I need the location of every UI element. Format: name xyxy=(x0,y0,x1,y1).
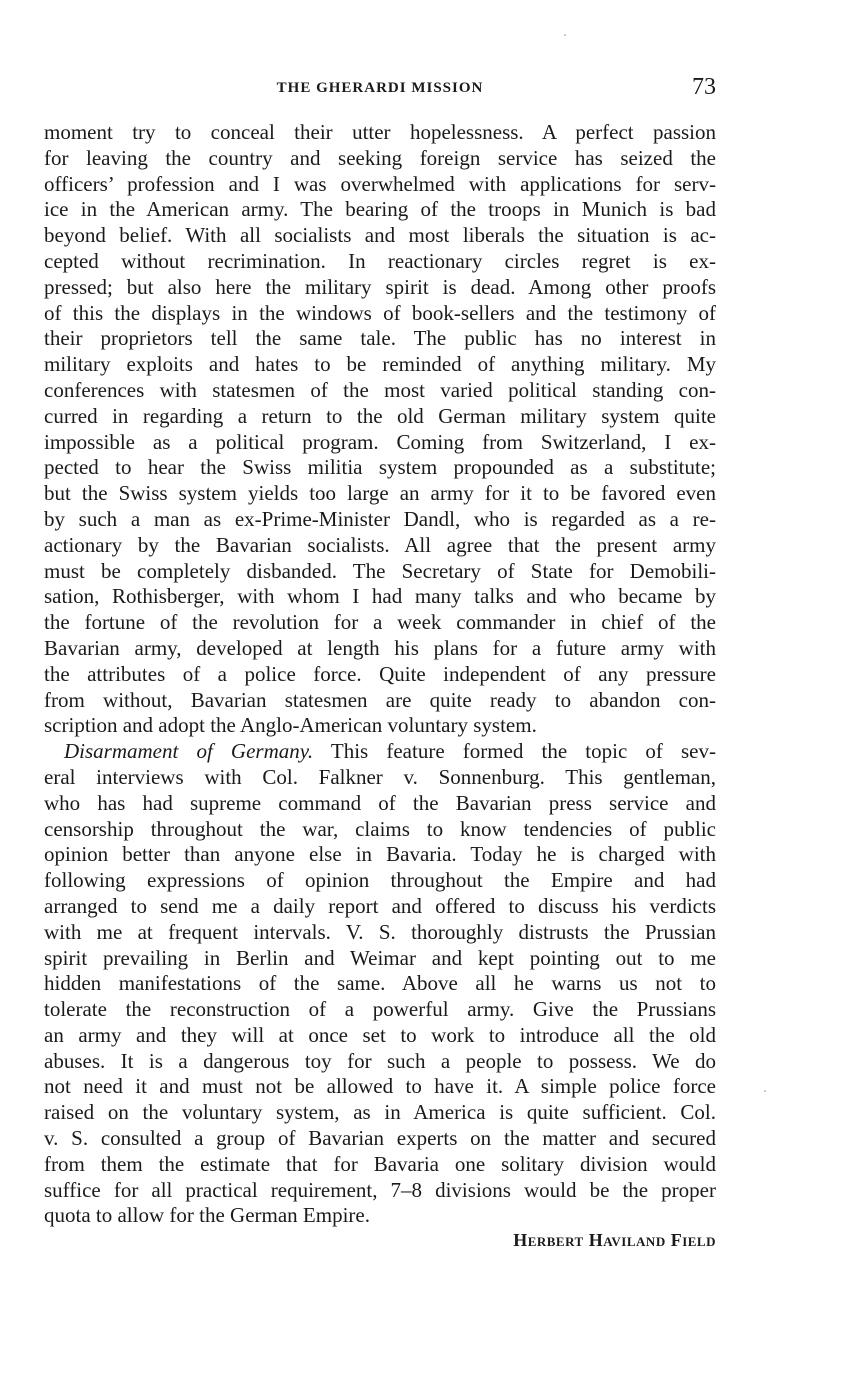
text-line: for leaving the country and seeking foreign service has seized the xyxy=(44,145,716,170)
text-line: an army and they will at once set to work to introduce all the old xyxy=(44,1022,716,1047)
text-line: scription and adopt the Anglo-American voluntary system. xyxy=(44,713,537,738)
author-signature: Herbert Haviland Field xyxy=(513,1230,716,1250)
text-line: suffice for all practical requirement, 7–8 divisions would be the proper xyxy=(44,1177,716,1202)
text-line: the attributes of a police force. Quite independent of any pressure xyxy=(44,661,716,686)
text-line: hidden manifestations of the same. Above all he warns us not to xyxy=(44,971,716,996)
text-line: pressed; but also here the military spirit is dead. Among other proofs xyxy=(44,274,716,299)
text-line: but the Swiss system yields too large an army for it to be favored even xyxy=(44,481,716,506)
text-line: Bavarian army, developed at length his plans for a future army with xyxy=(44,635,716,660)
text-line: eral interviews with Col. Falkner v. Sonnenburg. This gentleman, xyxy=(44,764,716,789)
paragraph-1 xyxy=(44,120,716,739)
text-line: their proprietors tell the same tale. The public has no interest in xyxy=(44,326,716,351)
text-line: must be completely disbanded. The Secretary of State for Demobili- xyxy=(44,558,716,583)
paragraph-2 xyxy=(44,739,716,1229)
text-line: abuses. It is a dangerous toy for such a people to possess. We do xyxy=(44,1048,716,1073)
text-line: cepted without recrimination. In reactionary circles regret is ex- xyxy=(44,248,716,273)
page-number: 73 xyxy=(692,74,716,100)
scan-speck xyxy=(564,34,566,36)
text-line: following expressions of opinion throughout the Empire and had xyxy=(44,868,716,893)
section-heading: Disarmament of Germany. xyxy=(64,739,314,764)
text-line-first xyxy=(44,739,716,765)
scan-speck xyxy=(764,1090,766,1092)
running-title: THE GHERARDI MISSION xyxy=(276,80,484,96)
text-line: quota to allow for the German Empire. xyxy=(44,1203,370,1228)
text-line: the fortune of the revolution for a week commander in chief of the xyxy=(44,610,716,635)
text-line: officers’ profession and I was overwhelmed with applications for serv- xyxy=(44,171,716,196)
text-line: from them the estimate that for Bavaria one solitary division would xyxy=(44,1151,716,1176)
text-line: spirit prevailing in Berlin and Weimar and kept pointing out to me xyxy=(44,945,716,970)
text-line: pected to hear the Swiss militia system propounded as a substitute; xyxy=(44,455,716,480)
text-line: beyond belief. With all socialists and most liberals the situation is ac- xyxy=(44,223,716,248)
running-head xyxy=(44,74,716,104)
text-line: v. S. consulted a group of Bavarian experts on the matter and secured xyxy=(44,1126,716,1151)
text-line: moment try to conceal their utter hopelessness. A perfect passion xyxy=(44,120,716,144)
text-line: with me at frequent intervals. V. S. thoroughly distrusts the Prussian xyxy=(44,919,716,944)
body-text xyxy=(44,120,716,1229)
text-line: ice in the American army. The bearing of the troops in Munich is bad xyxy=(44,197,716,222)
text-line: of this the displays in the windows of book-sellers and the testimony of xyxy=(44,300,716,325)
text-line: opinion better than anyone else in Bavaria. Today he is charged with xyxy=(44,842,716,867)
text-line: actionary by the Bavarian socialists. All agree that the present army xyxy=(44,532,716,557)
text-line: arranged to send me a daily report and offered to discuss his verdicts xyxy=(44,893,716,918)
text-line: from without, Bavarian statesmen are quite ready to abandon con- xyxy=(44,687,716,712)
text-line: tolerate the reconstruction of a powerful army. Give the Prussians xyxy=(44,997,716,1022)
text-line: not need it and must not be allowed to have it. A simple police force xyxy=(44,1074,716,1099)
text-line: impossible as a political program. Coming from Switzerland, I ex- xyxy=(44,429,716,454)
text-fragment: This feature formed the topic of sev- xyxy=(313,739,716,764)
text-line: curred in regarding a return to the old German military system quite xyxy=(44,403,716,428)
text-line: censorship throughout the war, claims to know tendencies of public xyxy=(44,816,716,841)
text-line: raised on the voluntary system, as in America is quite sufficient. Col. xyxy=(44,1100,716,1125)
text-line: military exploits and hates to be reminded of anything military. My xyxy=(44,352,716,377)
text-line: by such a man as ex-Prime-Minister Dandl, who is regarded as a re- xyxy=(44,506,716,531)
text-line: who has had supreme command of the Bavarian press service and xyxy=(44,790,716,815)
text-line: conferences with statesmen of the most varied political standing con- xyxy=(44,377,716,402)
text-line: sation, Rothisberger, with whom I had many talks and who became by xyxy=(44,584,716,609)
